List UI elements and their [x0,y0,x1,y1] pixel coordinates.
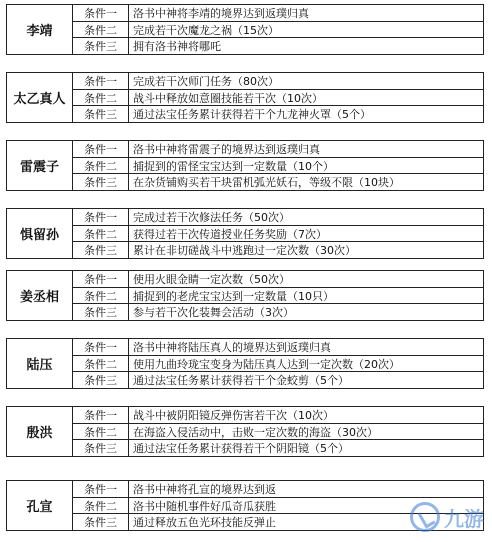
character-name: 雷震子 [6,140,72,191]
watermark [410,502,484,532]
character-name: 姜丞相 [6,270,72,321]
condition-list [72,4,484,55]
condition-label: 条件一 [73,407,129,423]
condition-text: 完成若干次魔龙之祸（15次） [133,23,279,37]
condition-text: 洛书中神将陆压真人的境界达到返璞归真 [133,340,331,354]
condition-text: 洛书中神将李靖的境界达到返璞归真 [133,6,309,20]
character-name: 殷洪 [6,406,72,457]
condition-text: 使用火眼金睛一定次数（50次） [133,272,290,286]
condition-row [73,105,483,122]
condition-text: 洛书中神将雷震子的境界达到返璞归真 [133,142,320,156]
condition-label: 条件一 [73,481,129,497]
character-block [6,406,484,457]
condition-text: 完成若干次师门任务（80次） [133,74,279,88]
character-block [6,338,484,389]
condition-row [73,287,483,304]
condition-row [73,339,483,355]
condition-row [73,371,483,388]
condition-list [72,270,484,321]
condition-label: 条件一 [73,271,129,287]
condition-label: 条件一 [73,73,129,89]
condition-row [73,481,483,497]
character-name: 李靖 [6,4,72,55]
condition-row [73,21,483,38]
condition-text: 通过法宝任务累计获得若干个九龙神火罩（5个） [133,108,371,122]
condition-list [72,140,484,191]
condition-label: 条件二 [73,356,129,372]
condition-text: 累计在非切磋战斗中逃跑过一定次数（30次） [133,244,356,258]
condition-text: 获得过若干次传道授业任务奖励（7次） [133,227,327,241]
condition-text: 通过法宝任务累计获得若干个阴阳镜（5个） [133,442,349,456]
condition-row [73,157,483,174]
condition-row [73,303,483,320]
condition-label: 条件三 [73,106,129,122]
condition-row [73,241,483,258]
character-block [6,4,484,55]
condition-label: 条件一 [73,141,129,157]
condition-list [72,338,484,389]
condition-row [73,355,483,372]
condition-label: 条件二 [73,158,129,174]
condition-row [73,423,483,440]
condition-label: 条件三 [73,440,129,456]
condition-row [73,271,483,287]
condition-row [73,225,483,242]
condition-label: 条件三 [73,514,129,530]
condition-label: 条件二 [73,288,129,304]
condition-text: 洛书中随机事件好瓜奇瓜获胜 [133,499,276,513]
watermark-text: 九游 [444,506,484,531]
condition-text: 在杂货铺购买若干块雷机弧光妖石，等级不限（10块） [133,176,400,190]
character-name: 惧留孙 [6,208,72,259]
character-name: 陆压 [6,338,72,389]
condition-text: 参与若干次化装舞会活动（3次） [133,306,294,320]
condition-label: 条件一 [73,339,129,355]
condition-label: 条件二 [73,226,129,242]
condition-text: 洛书中神将孔宣的境界达到返 [133,482,276,496]
condition-label: 条件一 [73,209,129,225]
condition-list [72,208,484,259]
condition-label: 条件二 [73,424,129,440]
jiuyou-logo-icon [410,502,440,532]
condition-list [72,72,484,123]
condition-label: 条件三 [73,242,129,258]
condition-row [73,37,483,54]
condition-row [73,209,483,225]
condition-label: 条件三 [73,38,129,54]
condition-text: 捕捉到的雷怪宝宝达到一定数量（10个） [133,159,334,173]
character-block [6,140,484,191]
condition-row [73,173,483,190]
condition-label: 条件三 [73,372,129,388]
character-block [6,72,484,123]
condition-label: 条件一 [73,5,129,21]
condition-row [73,89,483,106]
condition-text: 通过法宝任务累计获得若干个金蛟剪（5个） [133,374,349,388]
character-name: 孔宣 [6,480,72,531]
character-block [6,208,484,259]
condition-text: 战斗中被阴阳镜反弹伤害若干次（10次） [133,408,334,422]
condition-text: 在海盗入侵活动中，击败一定次数的海盗（30次） [133,425,378,439]
condition-row [73,439,483,456]
condition-label: 条件二 [73,22,129,38]
condition-text: 完成过若干次修法任务（50次） [133,210,290,224]
condition-text: 战斗中释放如意圈技能若干次（10次） [133,91,323,105]
condition-text: 拥有洛书神将哪吒 [133,40,221,54]
condition-text: 捕捉到的老虎宝宝达到一定数量（10只） [133,289,334,303]
condition-row [73,73,483,89]
condition-row [73,5,483,21]
condition-text: 使用九曲玲珑宝变身为陆压真人达到一定次数（20次） [133,357,400,371]
condition-label: 条件三 [73,174,129,190]
condition-text: 通过释放五色光环技能反弹止 [133,516,276,530]
condition-list [72,406,484,457]
character-block [6,270,484,321]
condition-label: 条件三 [73,304,129,320]
condition-row [73,407,483,423]
condition-label: 条件二 [73,90,129,106]
condition-label: 条件二 [73,498,129,514]
character-name: 太乙真人 [6,72,72,123]
condition-row [73,141,483,157]
